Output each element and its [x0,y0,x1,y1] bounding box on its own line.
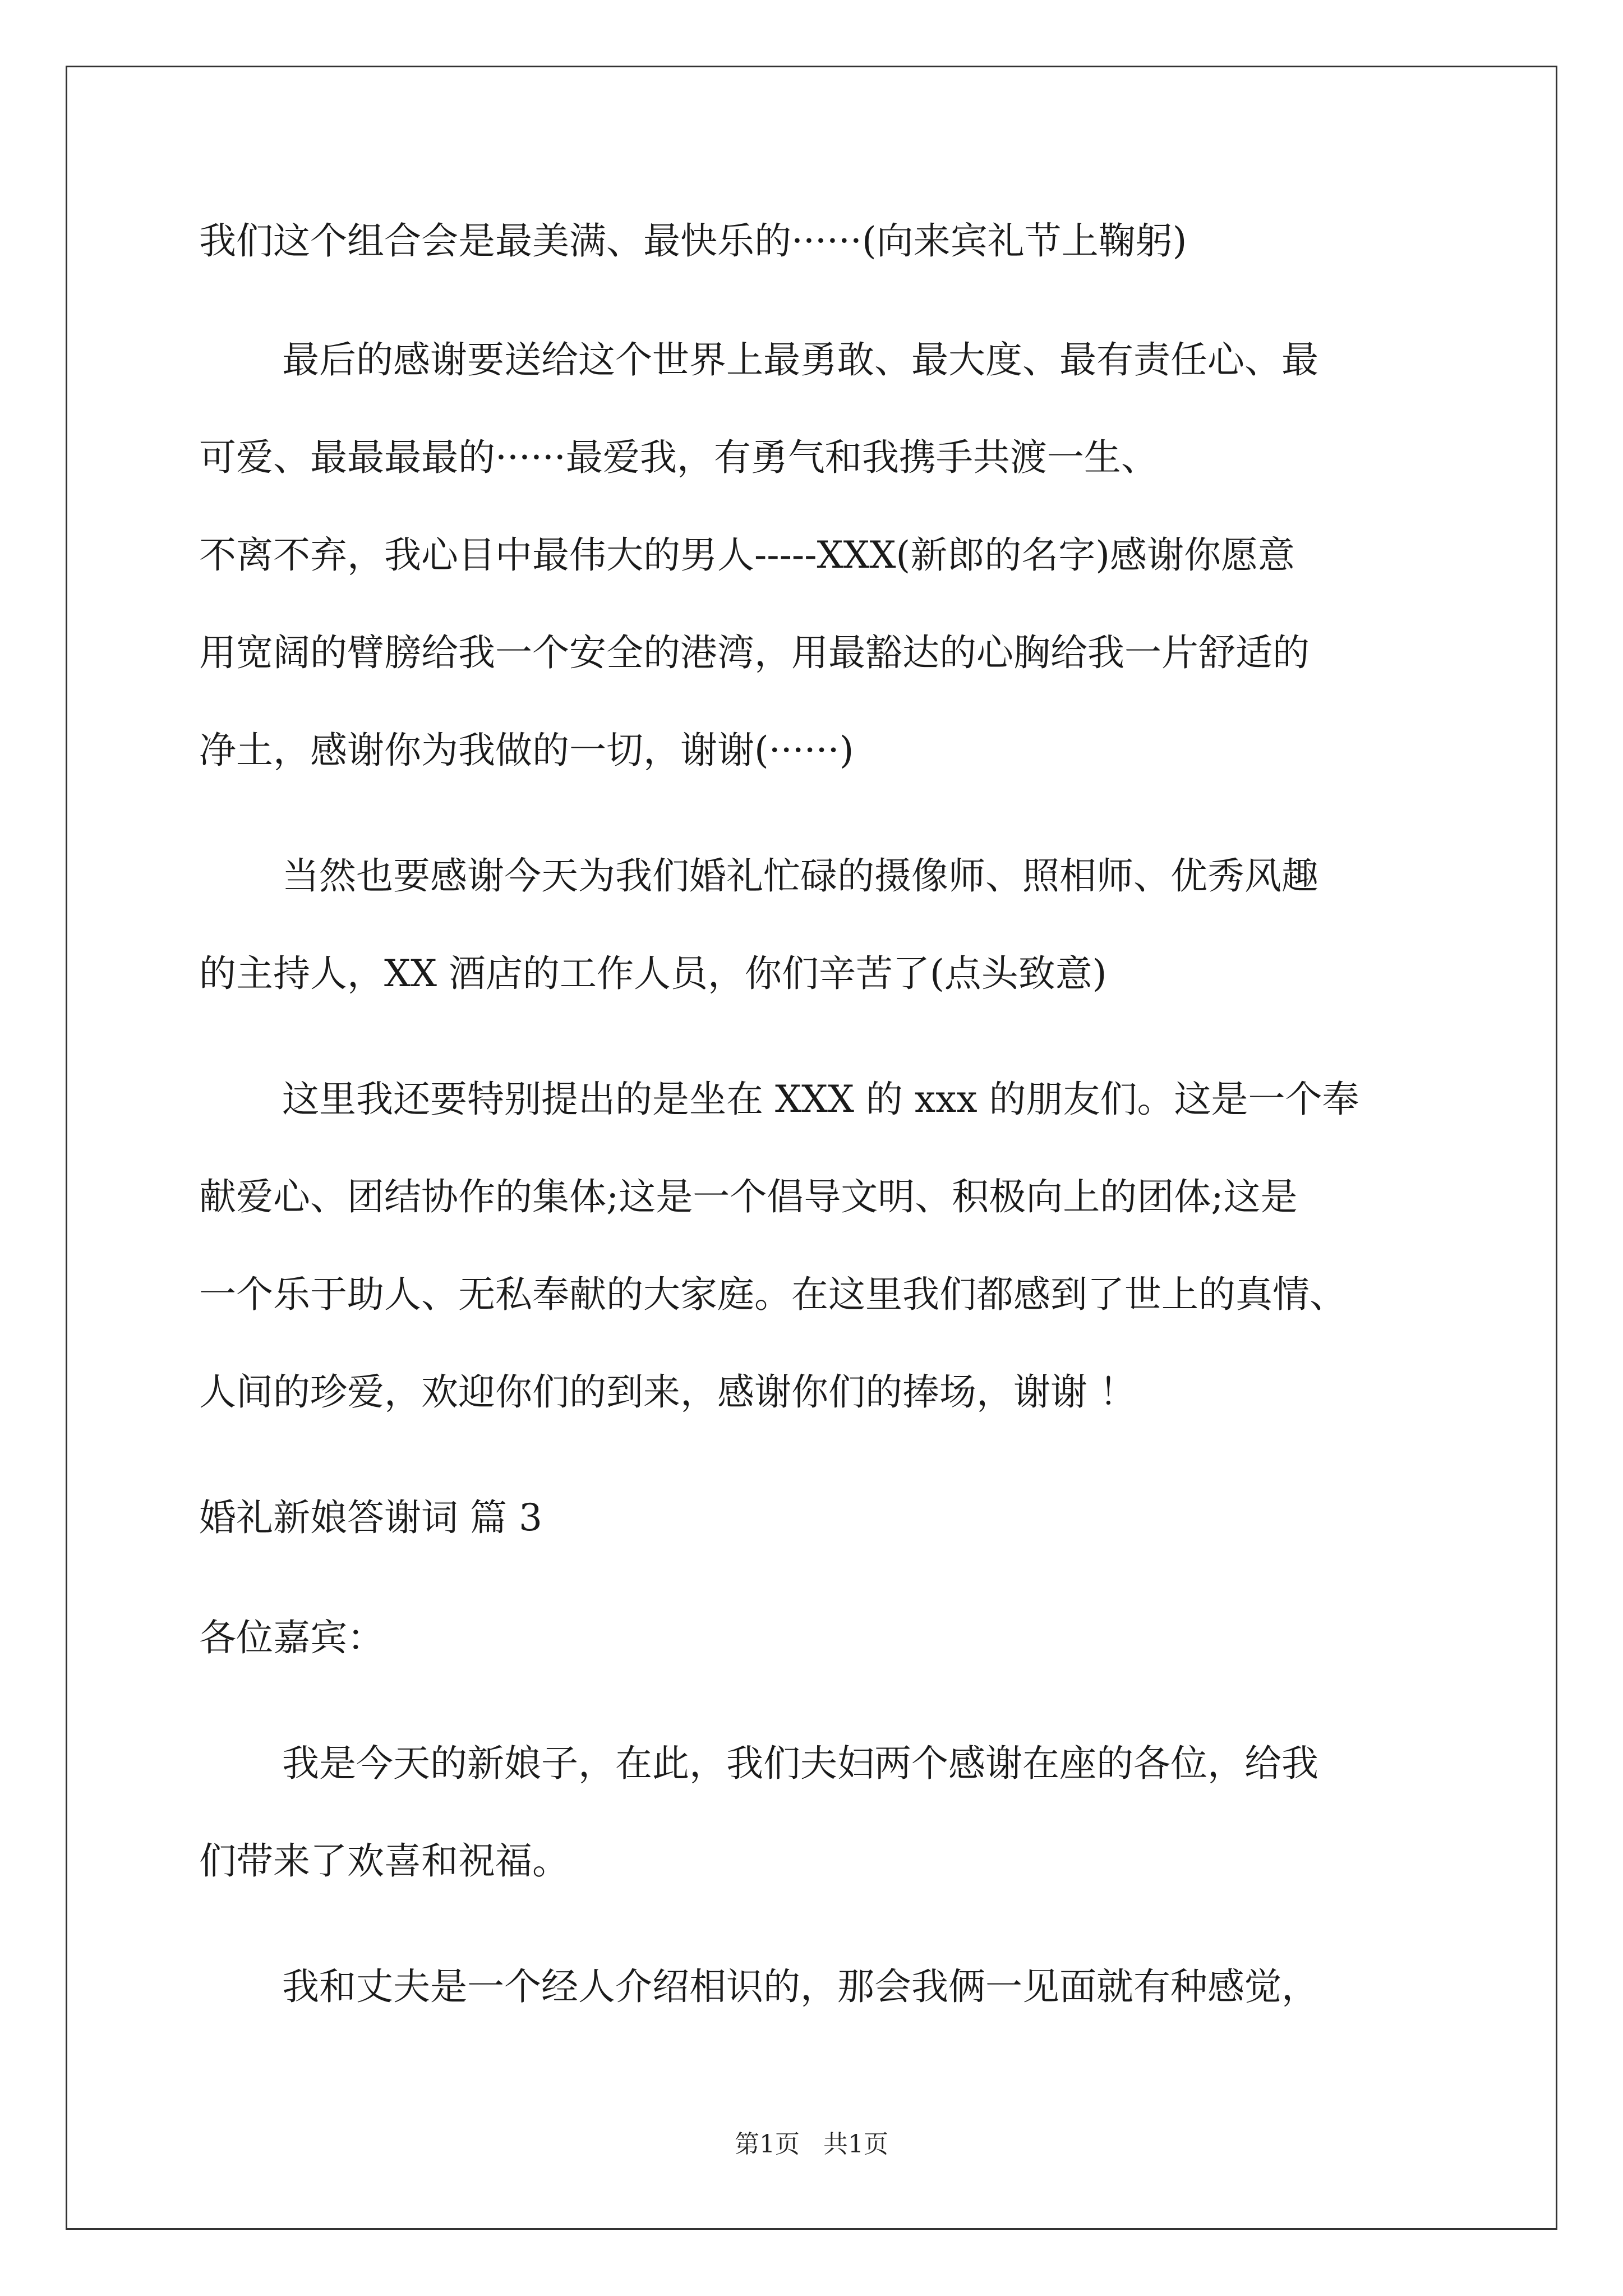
paragraph-line: 的主持人，XX 酒店的工作人员，你们辛苦了(点头致意) [199,952,1107,995]
paragraph-line: 我和丈夫是一个经人介绍相识的，那会我俩一见面就有种感觉， [282,1965,1318,2008]
paragraph-line: 我们这个组合会是最美满、最快乐的······(向来宾礼节上鞠躬) [199,219,1187,263]
paragraph-line: 用宽阔的臂膀给我一个安全的港湾，用最豁达的心胸给我一片舒适的 [199,631,1310,674]
paragraph-line: 们带来了欢喜和祝福。 [199,1839,569,1883]
page-border [66,66,1557,2230]
paragraph-line: 我是今天的新娘子，在此，我们夫妇两个感谢在座的各位，给我 [282,1742,1318,1785]
salutation: 各位嘉宾： [199,1616,384,1659]
paragraph-line: 不离不弃，我心目中最伟大的男人-----XXX(新郎的名字)感谢你愿意 [199,533,1295,577]
section-heading: 婚礼新娘答谢词 篇 3 [199,1496,542,1539]
paragraph-line: 可爱、最最最最的······最爱我，有勇气和我携手共渡一生、 [199,436,1158,479]
paragraph-line: 一个乐于助人、无私奉献的大家庭。在这里我们都感到了世上的真情、 [199,1273,1347,1316]
paragraph-line: 这里我还要特别提出的是坐在 XXX 的 xxx 的朋友们。这是一个奉 [282,1078,1359,1121]
paragraph-line: 人间的珍爱，欢迎你们的到来，感谢你们的捧场，谢谢 ！ [199,1370,1136,1414]
paragraph-line: 最后的感谢要送给这个世界上最勇敢、最大度、最有责任心、最 [282,338,1318,381]
page-footer: 第1页 共1页 [735,2130,888,2159]
paragraph-line: 当然也要感谢今天为我们婚礼忙碌的摄像师、照相师、优秀风趣 [282,854,1318,898]
paragraph-line: 净土，感谢你为我做的一切，谢谢(······) [199,729,854,772]
paragraph-line: 献爱心、团结协作的集体;这是一个倡导文明、积极向上的团体;这是 [199,1175,1298,1218]
